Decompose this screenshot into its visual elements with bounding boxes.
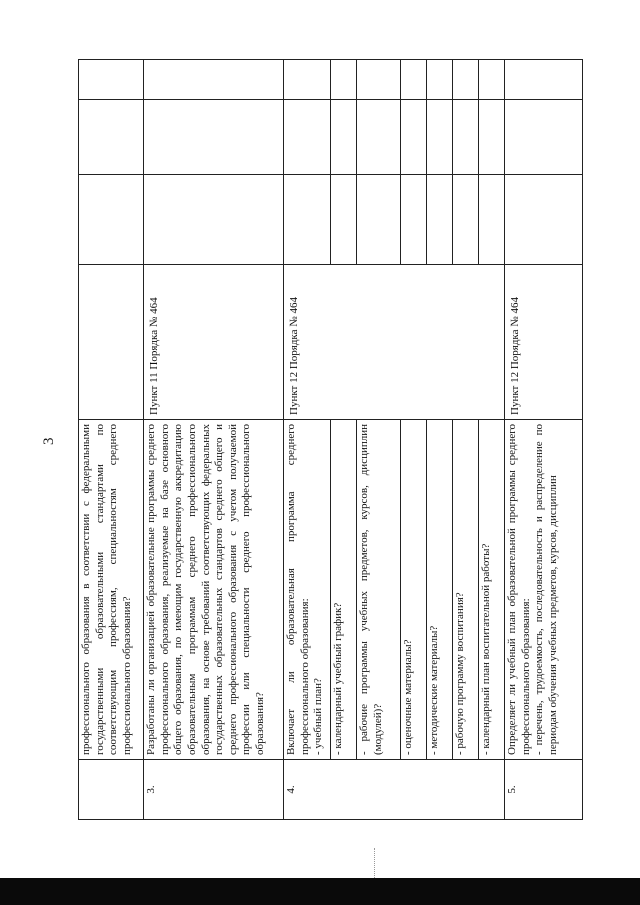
legal-reference xyxy=(79,265,144,420)
question-subitem: - календарный учебный график? xyxy=(331,420,357,760)
checklist-table-rotated xyxy=(78,60,583,820)
question-text: Разработаны ли организацией образовательные программы среднего профессионального образования, реализуемые на базе основного общего образования, по имеющим государственную аккредитацию образовательным программам среднего профессионального образования, на основе требований соответствующих федеральных государственных образовательных стандартов среднего общего и среднего профессионального образования с учетом получаемой профессии или специальности среднего профессионального образования? xyxy=(144,420,284,760)
table-row xyxy=(427,60,453,820)
table-row xyxy=(284,60,331,820)
table-row xyxy=(357,60,401,820)
legal-reference: Пункт 12 Порядка № 464 xyxy=(284,265,505,420)
table-row xyxy=(79,60,144,820)
question-cell xyxy=(284,420,331,760)
question-text: профессионального образования в соответствии с федеральными государственными образовательными стандартами по соответствующим профессиям, специальностям среднего профессионального образования? xyxy=(79,420,144,760)
question-subitem: - оценочные материалы? xyxy=(401,420,427,760)
question-text: Определяет ли учебный план образовательной программы среднего профессионального образования: xyxy=(506,424,532,755)
row-number: 4. xyxy=(284,760,505,820)
question-subitem: - рабочую программу воспитания? xyxy=(453,420,479,760)
table-row xyxy=(453,60,479,820)
question-subitem: - учебный план? xyxy=(312,678,325,755)
question-cell xyxy=(505,420,583,760)
question-subitem: - перечень, трудоемкость, последовательность и распределение по периодам обучения учебных предметов, курсов, дисциплин xyxy=(533,424,559,755)
checklist-table xyxy=(78,59,583,820)
row-number: 5. xyxy=(505,760,583,820)
row-number xyxy=(79,760,144,820)
table-row xyxy=(331,60,357,820)
row-number: 3. xyxy=(144,760,284,820)
table-row xyxy=(479,60,505,820)
legal-reference: Пункт 11 Порядка № 464 xyxy=(144,265,284,420)
table-row xyxy=(401,60,427,820)
page-number: 3 xyxy=(41,437,57,445)
legal-reference: Пункт 12 Порядка № 464 xyxy=(505,265,583,420)
table-row xyxy=(144,60,284,820)
question-subitem: - рабочие программы учебных предметов, курсов, дисциплин (модулей)? xyxy=(357,420,401,760)
question-subitem: - календарный план воспитательной работы? xyxy=(479,420,505,760)
question-subitem: - методические материалы? xyxy=(427,420,453,760)
table-row xyxy=(505,60,583,820)
scan-edge xyxy=(0,878,640,905)
question-text: Включает ли образовательная программа среднего профессионального образования: xyxy=(285,424,311,755)
